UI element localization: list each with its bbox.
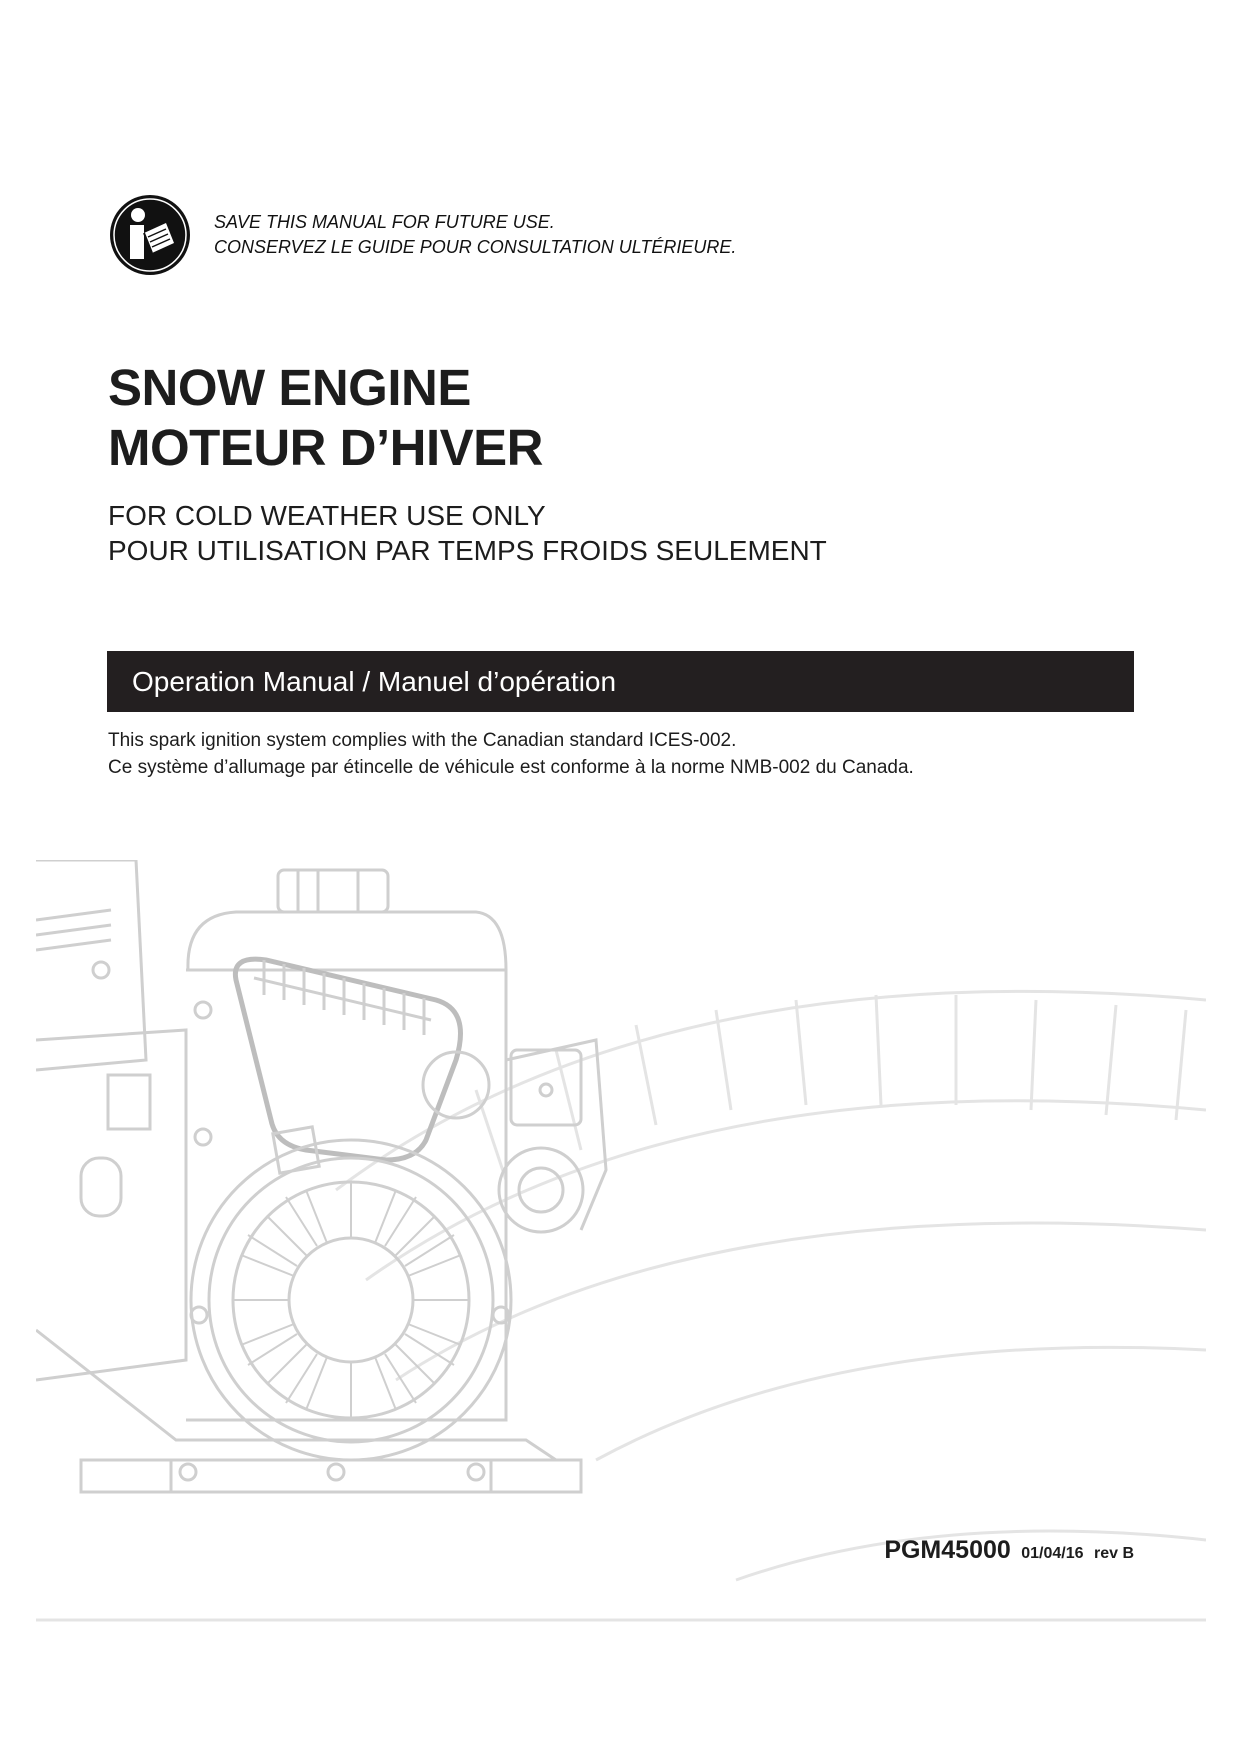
compliance-fr: Ce système d’allumage par étincelle de véhicule est conforme à la norme NMB-002 du Canada. (108, 757, 914, 778)
read-manual-icon (108, 193, 192, 277)
subtitle-fr: POUR UTILISATION PAR TEMPS FROIDS SEULEMENT (108, 535, 827, 566)
notice-line-en: SAVE THIS MANUAL FOR FUTURE USE. (214, 212, 555, 232)
revision-date: 01/04/16 (1021, 1545, 1084, 1562)
notice-line-fr: CONSERVEZ LE GUIDE POUR CONSULTATION ULTÉRIEURE. (214, 237, 737, 257)
title-fr: MOTEUR D’HIVER (108, 419, 544, 476)
revision-label: rev B (1093, 1545, 1134, 1562)
snow-engine-illustration (36, 860, 1206, 1640)
manual-type-banner: Operation Manual / Manuel d’opération (107, 651, 1134, 712)
compliance-statement (108, 727, 914, 781)
document-code (884, 1536, 1134, 1565)
page-subtitle (108, 498, 827, 568)
page-title (108, 358, 543, 478)
model-number: PGM45000 (884, 1536, 1011, 1564)
manual-notice (108, 193, 736, 277)
compliance-en: This spark ignition system complies with the Canadian standard ICES-002. (108, 730, 737, 751)
title-en: SNOW ENGINE (108, 359, 471, 416)
subtitle-en: FOR COLD WEATHER USE ONLY (108, 500, 546, 531)
